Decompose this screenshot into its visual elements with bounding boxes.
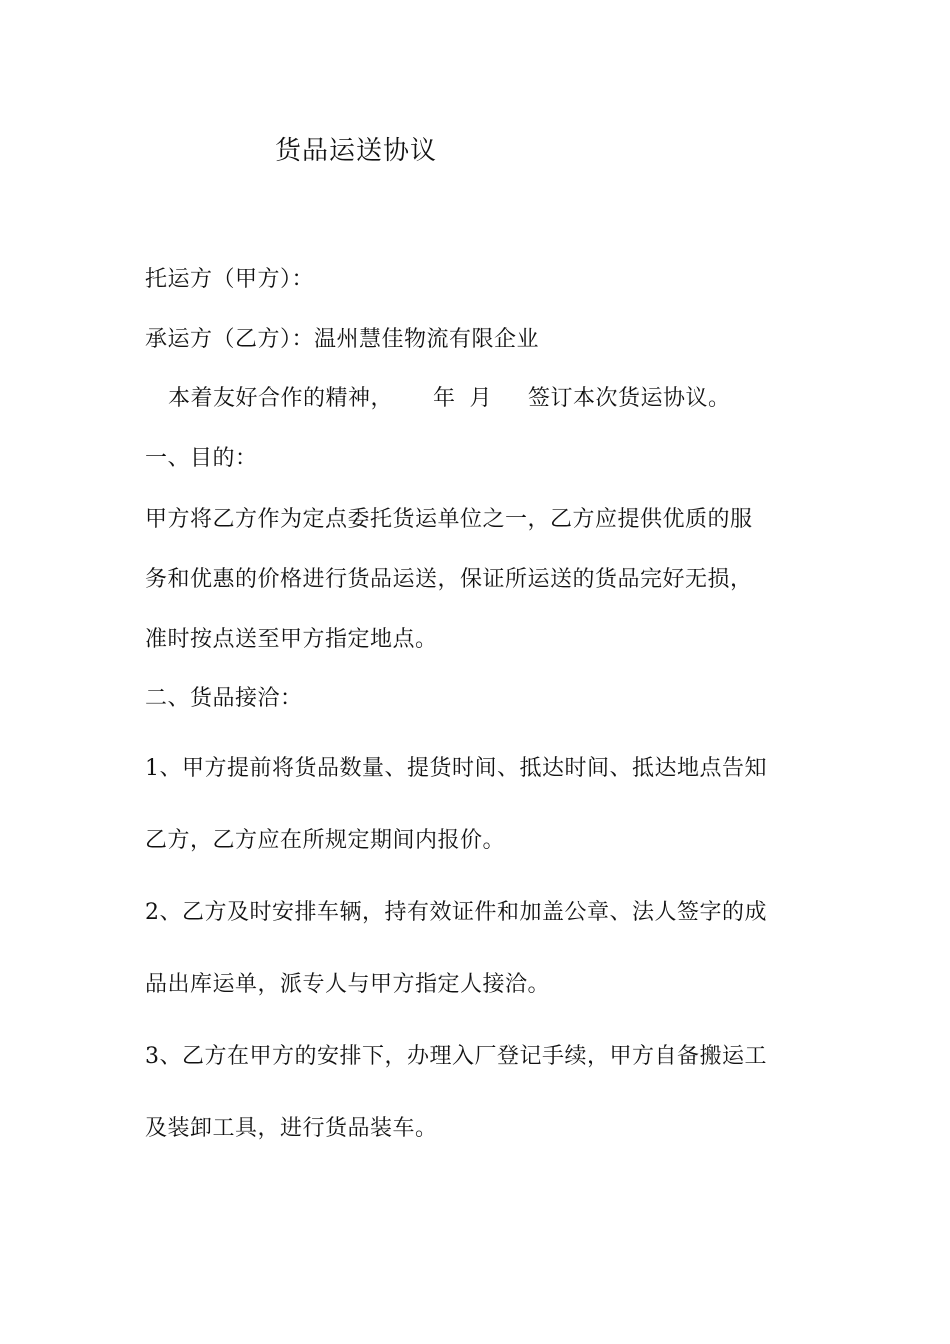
section2-item-1-line2: 乙方，乙方应在所规定期间内报价。 xyxy=(145,828,506,853)
section2-item-3-line1: 3、乙方在甲方的安排下，办理入厂登记手续，甲方自备搬运工 xyxy=(145,1044,767,1069)
intro-month: 月 xyxy=(469,386,493,411)
section2-item-3-line2: 及装卸工具，进行货品装车。 xyxy=(145,1116,438,1141)
section2-item-1-line1: 1、甲方提前将货品数量、提货时间、抵达时间、抵达地点告知 xyxy=(145,756,767,781)
intro-year: 年 xyxy=(433,386,456,411)
intro-text-part2: 签订本次货运协议。 xyxy=(528,386,731,411)
document-title: 货品运送协议 xyxy=(275,136,438,166)
section1-line: 准时按点送至甲方指定地点。 xyxy=(145,627,438,652)
shipper-label: 托运方（甲方）： xyxy=(145,267,315,292)
carrier-label: 承运方（乙方）：温州慧佳物流有限企业 xyxy=(145,327,540,352)
section1-line: 甲方将乙方作为定点委托货运单位之一，乙方应提供优质的服 xyxy=(145,507,753,532)
section2-item-2-line1: 2、乙方及时安排车辆，持有效证件和加盖公章、法人签字的成 xyxy=(145,900,767,925)
intro-text-part1: 本着友好合作的精神， xyxy=(168,386,394,411)
section1-heading: 一、目的： xyxy=(145,446,258,471)
intro-paragraph xyxy=(168,381,731,412)
section2-heading: 二、货品接洽： xyxy=(145,686,303,711)
section1-line: 务和优惠的价格进行货品运送，保证所运送的货品完好无损， xyxy=(145,567,753,592)
section2-item-2-line2: 品出库运单，派专人与甲方指定人接洽。 xyxy=(145,972,551,997)
